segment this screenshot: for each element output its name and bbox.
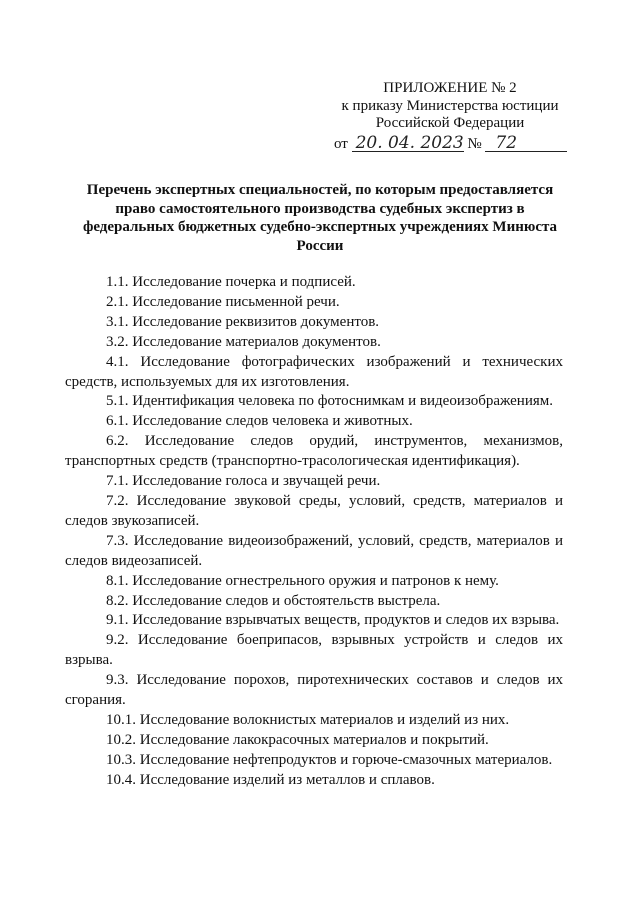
number-label: № — [467, 136, 482, 152]
list-item: 6.2. Исследование следов орудий, инструментов, механизмов, транспортных средств (транспортно-трасологическая идентификация). — [65, 433, 563, 470]
list-item: 4.1. Исследование фотографических изображений и технических средств, используемых для их изготовления. — [65, 353, 563, 390]
list-item: 3.1. Исследование реквизитов документов. — [106, 313, 380, 330]
list-item: 5.1. Идентификация человека по фотоснимкам и видеоизображениям. — [106, 393, 554, 410]
specialties-list — [65, 273, 563, 791]
list-item: 8.2. Исследование следов и обстоятельств выстрела. — [106, 592, 441, 609]
list-item: 3.2. Исследование материалов документов. — [106, 333, 381, 350]
list-item: 9.1. Исследование взрывчатых веществ, продуктов и следов их взрыва. — [106, 612, 560, 629]
list-item: 7.3. Исследование видеоизображений, условий, средств, материалов и следов видеозаписей. — [65, 532, 563, 569]
list-item: 10.2. Исследование лакокрасочных материалов и покрытий. — [106, 731, 489, 748]
order-date-line — [334, 135, 567, 153]
list-item: 2.1. Исследование письменной речи. — [106, 293, 340, 310]
handwritten-number: 72 — [485, 135, 567, 152]
list-item: 7.1. Исследование голоса и звучащей речи. — [106, 473, 381, 490]
list-item: 8.1. Исследование огнестрельного оружия и патронов к нему. — [106, 572, 499, 589]
document-title: Перечень экспертных специальностей, по которым предоставляется право самостоятельного производства судебных экспертиз в федеральных бюджетных судебно-экспертных учреждениях Минюста России — [82, 182, 558, 254]
list-item: 6.1. Исследование следов человека и животных. — [106, 413, 413, 430]
federation-line: Российской Федерации — [375, 115, 525, 131]
list-item: 9.2. Исследование боеприпасов, взрывных устройств и следов их взрыва. — [65, 632, 563, 669]
list-item: 9.3. Исследование порохов, пиротехнических составов и следов их сгорания. — [65, 672, 563, 709]
appendix-label: ПРИЛОЖЕНИЕ № 2 — [383, 80, 517, 96]
list-item: 10.4. Исследование изделий из металлов и сплавов. — [106, 771, 435, 788]
list-item: 10.3. Исследование нефтепродуктов и горюче-смазочных материалов. — [106, 751, 553, 768]
order-line: к приказу Министерства юстиции — [341, 97, 559, 114]
list-item: 7.2. Исследование звуковой среды, условий, средств, материалов и следов звукозаписей. — [65, 492, 563, 529]
list-item: 1.1. Исследование почерка и подписей. — [106, 274, 356, 290]
date-prefix: от — [334, 136, 348, 152]
appendix-header — [315, 80, 585, 133]
handwritten-date: 20. 04. 2023 — [352, 135, 464, 152]
list-item: 10.1. Исследование волокнистых материалов и изделий из них. — [106, 711, 510, 728]
